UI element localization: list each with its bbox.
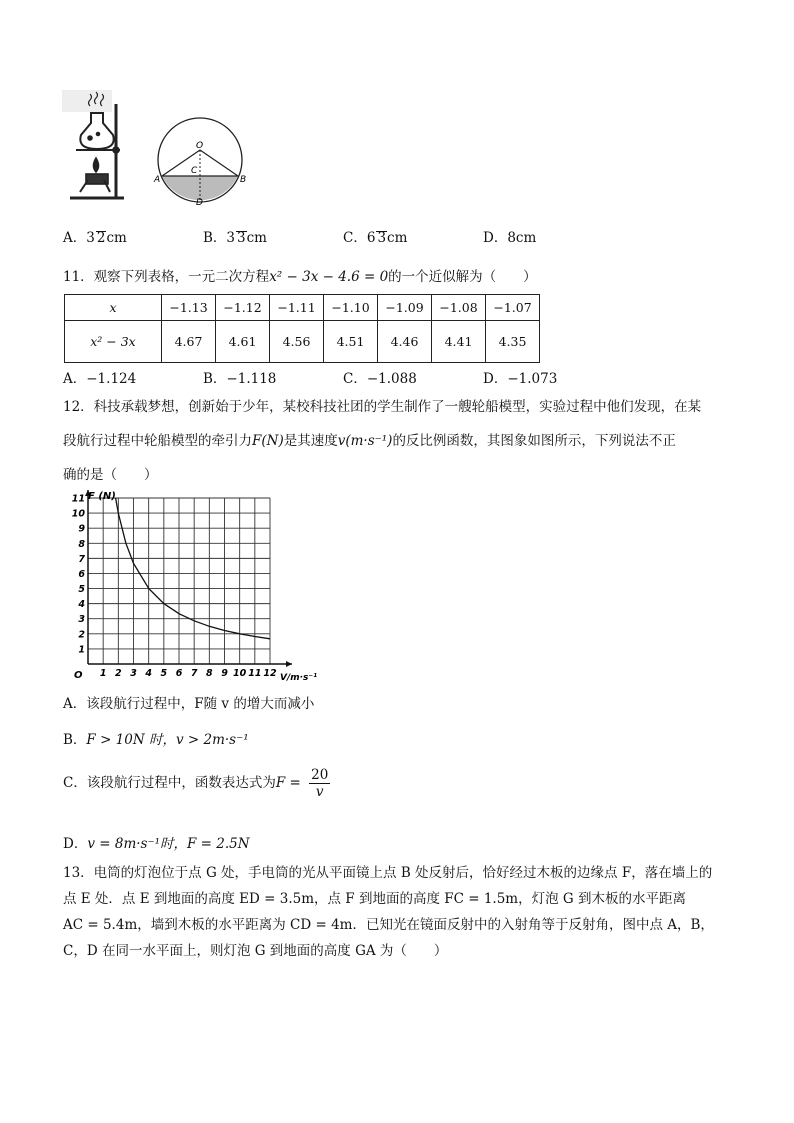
table-cell: 4.61 — [216, 321, 270, 363]
q11-options — [63, 367, 743, 387]
q12-option-d[interactable]: D．v = 8m·s⁻¹时，F = 2.5N — [63, 836, 250, 852]
x-tick-label: 10 — [233, 668, 247, 679]
table-cell: −1.11 — [270, 295, 324, 321]
q12-line3: 确的是（ ） — [63, 467, 158, 483]
q10-option-b[interactable]: B．3 3cm — [203, 230, 267, 246]
y-tick-label: 3 — [78, 614, 85, 626]
x-tick-label: 3 — [130, 668, 137, 679]
q10-option-d[interactable]: D．8cm — [483, 230, 537, 246]
label-D: D — [196, 198, 203, 208]
origin-label: O — [74, 670, 83, 681]
q12-chart — [60, 484, 318, 690]
y-tick-label: 8 — [78, 538, 85, 550]
table-row — [65, 321, 540, 363]
label-O: O — [196, 141, 204, 151]
y-tick-label: 10 — [71, 508, 85, 520]
table-cell: 4.35 — [486, 321, 540, 363]
table-cell: 4.46 — [378, 321, 432, 363]
q10-figure — [60, 88, 245, 210]
table-row — [65, 295, 540, 321]
table-cell: −1.12 — [216, 295, 270, 321]
q10-options — [63, 226, 743, 246]
y-tick-label: 7 — [78, 553, 85, 565]
y-tick-label: 11 — [71, 493, 85, 505]
q13-line3: AC = 5.4m，墙到木板的水平距离为 CD = 4m．已知光在镜面反射中的入射角等于反射角，图中点 A，B， — [63, 917, 714, 933]
y-tick-label: 4 — [78, 599, 85, 611]
y-tick-label: 1 — [78, 644, 85, 656]
x-tick-label: 8 — [206, 668, 213, 679]
x-tick-label: 4 — [145, 668, 152, 679]
q12-option-a[interactable]: A．该段航行过程中，F随 v 的增大而减小 — [63, 696, 315, 712]
table-cell: −1.07 — [486, 295, 540, 321]
q10-option-c[interactable]: C．6 3cm — [343, 230, 408, 246]
table-cell: −1.08 — [432, 295, 486, 321]
x-tick-label: 7 — [190, 668, 198, 679]
table-header-expr: x² − 3x — [65, 321, 162, 363]
table-cell: −1.13 — [162, 295, 216, 321]
series-line — [116, 498, 270, 639]
q12-option-b[interactable]: B．F > 10N 时，v > 2m·s⁻¹ — [63, 732, 249, 748]
lab-apparatus-illustration — [62, 90, 124, 198]
label-C: C — [191, 166, 198, 176]
table-cell: 4.56 — [270, 321, 324, 363]
y-tick-label: 2 — [78, 629, 85, 641]
q12-line2: 段航行过程中轮船模型的牵引力F(N)是其速度v(m·s⁻¹)的反比例函数，其图象如图所示，下列说法不正 — [63, 433, 676, 449]
x-tick-label: 5 — [160, 668, 168, 679]
table-cell: −1.10 — [324, 295, 378, 321]
q13-stem — [63, 860, 735, 964]
q11-stem: 11．观察下列表格，一元二次方程x² − 3x − 4.6 = 0的一个近似解为（ ） — [63, 269, 537, 285]
q13-line4: C，D 在同一水平面上，则灯泡 G 到地面的高度 GA 为（ ） — [63, 943, 448, 959]
label-B: B — [240, 175, 247, 185]
q11-option-c[interactable]: C．−1.088 — [343, 371, 417, 387]
table-cell: −1.09 — [378, 295, 432, 321]
q12-stem — [63, 390, 735, 492]
table-cell: 4.51 — [324, 321, 378, 363]
q11-option-b[interactable]: B．−1.118 — [203, 371, 277, 387]
x-tick-label: 2 — [115, 668, 122, 679]
table-cell: 4.67 — [162, 321, 216, 363]
y-tick-label: 6 — [78, 568, 85, 580]
table-header-x: x — [65, 295, 162, 321]
q12-line1: 12．科技承载梦想，创新始于少年，某校科技社团的学生制作了一艘轮船模型，实验过程中他们发现，在某 — [63, 399, 702, 415]
q13-line2: 点 E 处．点 E 到地面的高度 ED = 3.5m，点 F 到地面的高度 FC = 1.5m，灯泡 G 到木板的水平距离 — [63, 891, 686, 907]
y-tick-label: 9 — [78, 523, 85, 535]
table-cell: 4.41 — [432, 321, 486, 363]
x-tick-label: 9 — [221, 668, 228, 679]
q12-option-c[interactable]: C．该段航行过程中，函数表达式为F = $\frac{20}{v}$ — [63, 767, 329, 800]
q13-line1: 13．电筒的灯泡位于点 G 处，手电筒的光从平面镜上点 B 处反射后，恰好经过木板的边缘点 F，落在墙上的 — [63, 865, 713, 881]
x-tick-label: 6 — [175, 668, 183, 679]
q11-option-d[interactable]: D．−1.073 — [483, 371, 558, 387]
y-axis-label: F (N) — [88, 491, 116, 502]
x-tick-label: 1 — [99, 668, 107, 679]
x-axis-arrow — [286, 661, 292, 667]
circle-diagram — [153, 118, 246, 208]
q11-table — [64, 294, 540, 363]
fraction: $\frac{20}{v}$ — [311, 767, 329, 800]
q10-option-a[interactable]: A．3 2cm — [63, 230, 127, 246]
q11-option-a[interactable]: A．−1.124 — [63, 371, 137, 387]
y-tick-label: 5 — [78, 584, 85, 596]
x-axis-label: V/m·s⁻¹ — [280, 673, 318, 683]
label-A: A — [154, 175, 161, 185]
x-tick-label: 11 — [248, 668, 262, 679]
x-tick-label: 12 — [263, 668, 277, 679]
